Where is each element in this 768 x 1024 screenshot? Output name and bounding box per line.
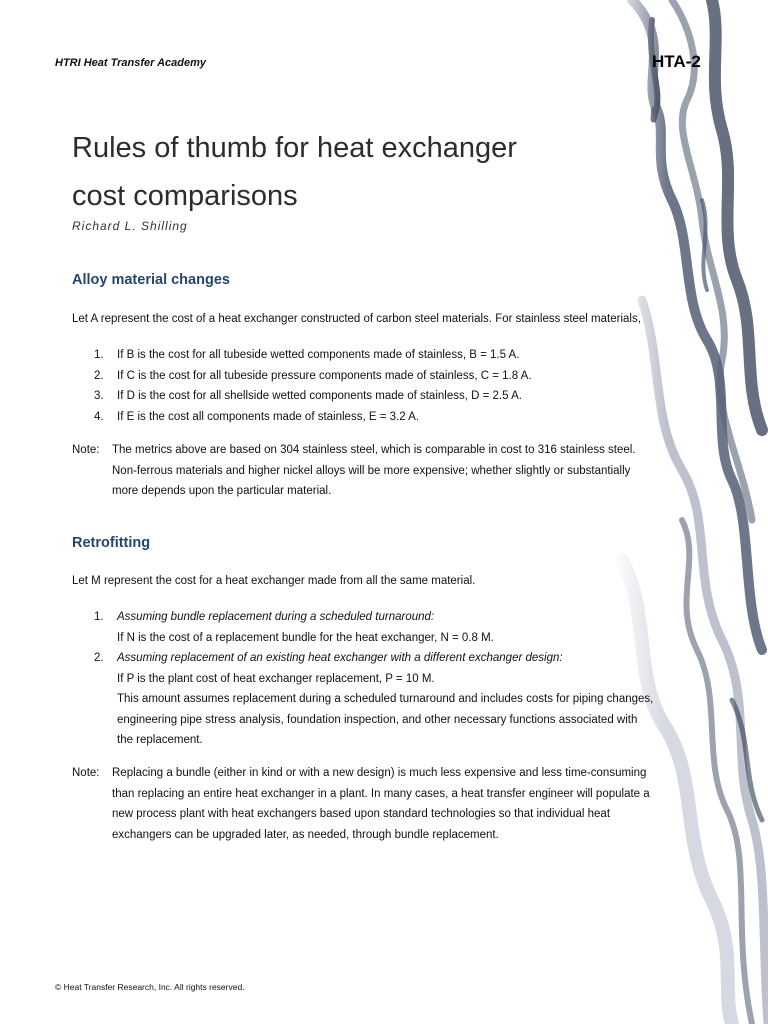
section-heading-retrofitting: Retrofitting <box>72 535 151 551</box>
note-line: new process plant with heat exchangers based upon standard technologies so that individual heat <box>112 808 611 820</box>
list-item-text: This amount assumes replacement during a scheduled turnaround and includes costs for piping changes, <box>117 693 654 705</box>
note-line: more depends upon the particular material. <box>112 485 332 497</box>
list-item <box>72 407 712 428</box>
note-line: The metrics above are based on 304 stainless steel, which is comparable in cost to 316 stainless steel. <box>112 444 636 456</box>
copyright-footer: © Heat Transfer Research, Inc. All rights reserved. <box>55 982 245 992</box>
list-item-text: If D is the cost for all shellside wetted components made of stainless, D = 2.5 A. <box>117 390 522 402</box>
list-item <box>72 386 712 407</box>
retrofit-list <box>72 607 712 751</box>
note-line: than replacing an entire heat exchanger in a plant. In many cases, a heat transfer engineer will populate a <box>112 787 650 800</box>
note-line: exchangers can be upgraded later, as needed, through bundle replacement. <box>112 828 499 841</box>
list-item-text: If P is the plant cost of heat exchanger replacement, P = 10 M. <box>117 672 435 685</box>
list-item-text: If B is the cost for all tubeside wetted components made of stainless, B = 1.5 A. <box>117 349 520 361</box>
list-number: 2. <box>94 369 104 382</box>
note-line: Replacing a bundle (either in kind or with a new design) is much less expensive and less time-consuming <box>112 767 647 779</box>
note-line: Non-ferrous materials and higher nickel alloys will be more expensive; whether slightly or substantially <box>112 464 631 477</box>
document-code: HTA-2 <box>652 52 701 71</box>
list-number: 2. <box>94 652 104 664</box>
list-item-assumption: Assuming replacement of an existing heat exchanger with a different exchanger design: <box>117 652 563 664</box>
list-item-text: the replacement. <box>117 734 203 746</box>
list-number: 1. <box>94 611 104 623</box>
note-label: Note: <box>72 444 100 456</box>
section-intro-retrofitting: Let M represent the cost for a heat exchanger made from all the same material. <box>72 575 476 587</box>
smoke-artwork <box>612 0 768 1024</box>
list-item-text: If N is the cost of a replacement bundle for the heat exchanger, N = 0.8 M. <box>117 631 494 644</box>
section-heading-alloy: Alloy material changes <box>72 272 230 288</box>
list-item-assumption: Assuming bundle replacement during a scheduled turnaround: <box>117 611 435 623</box>
list-item <box>72 607 712 648</box>
header-academy-name: HTRI Heat Transfer Academy <box>55 57 206 69</box>
list-item <box>72 648 712 751</box>
list-item <box>72 345 712 366</box>
list-item-text: If C is the cost for all tubeside pressure components made of stainless, C = 1.8 A. <box>117 369 532 382</box>
list-item-text: If E is the cost all components made of stainless, E = 3.2 A. <box>117 410 420 423</box>
author-name: Richard L. Shilling <box>72 219 188 233</box>
alloy-list <box>72 345 712 427</box>
list-number: 3. <box>94 390 104 402</box>
page-title <box>72 124 612 220</box>
note-retrofitting <box>72 763 712 845</box>
list-number: 1. <box>94 349 104 361</box>
note-label: Note: <box>72 767 100 779</box>
title-line-2: cost comparisons <box>72 180 298 212</box>
list-number: 4. <box>94 410 104 423</box>
title-line-1: Rules of thumb for heat exchanger <box>72 132 517 164</box>
note-alloy <box>72 440 712 502</box>
section-intro-alloy: Let A represent the cost of a heat exchanger constructed of carbon steel materials. For stainless steel materials, <box>72 313 641 325</box>
list-item-text: engineering pipe stress analysis, foundation inspection, and other necessary functions associated with <box>117 713 638 726</box>
list-item <box>72 366 712 387</box>
